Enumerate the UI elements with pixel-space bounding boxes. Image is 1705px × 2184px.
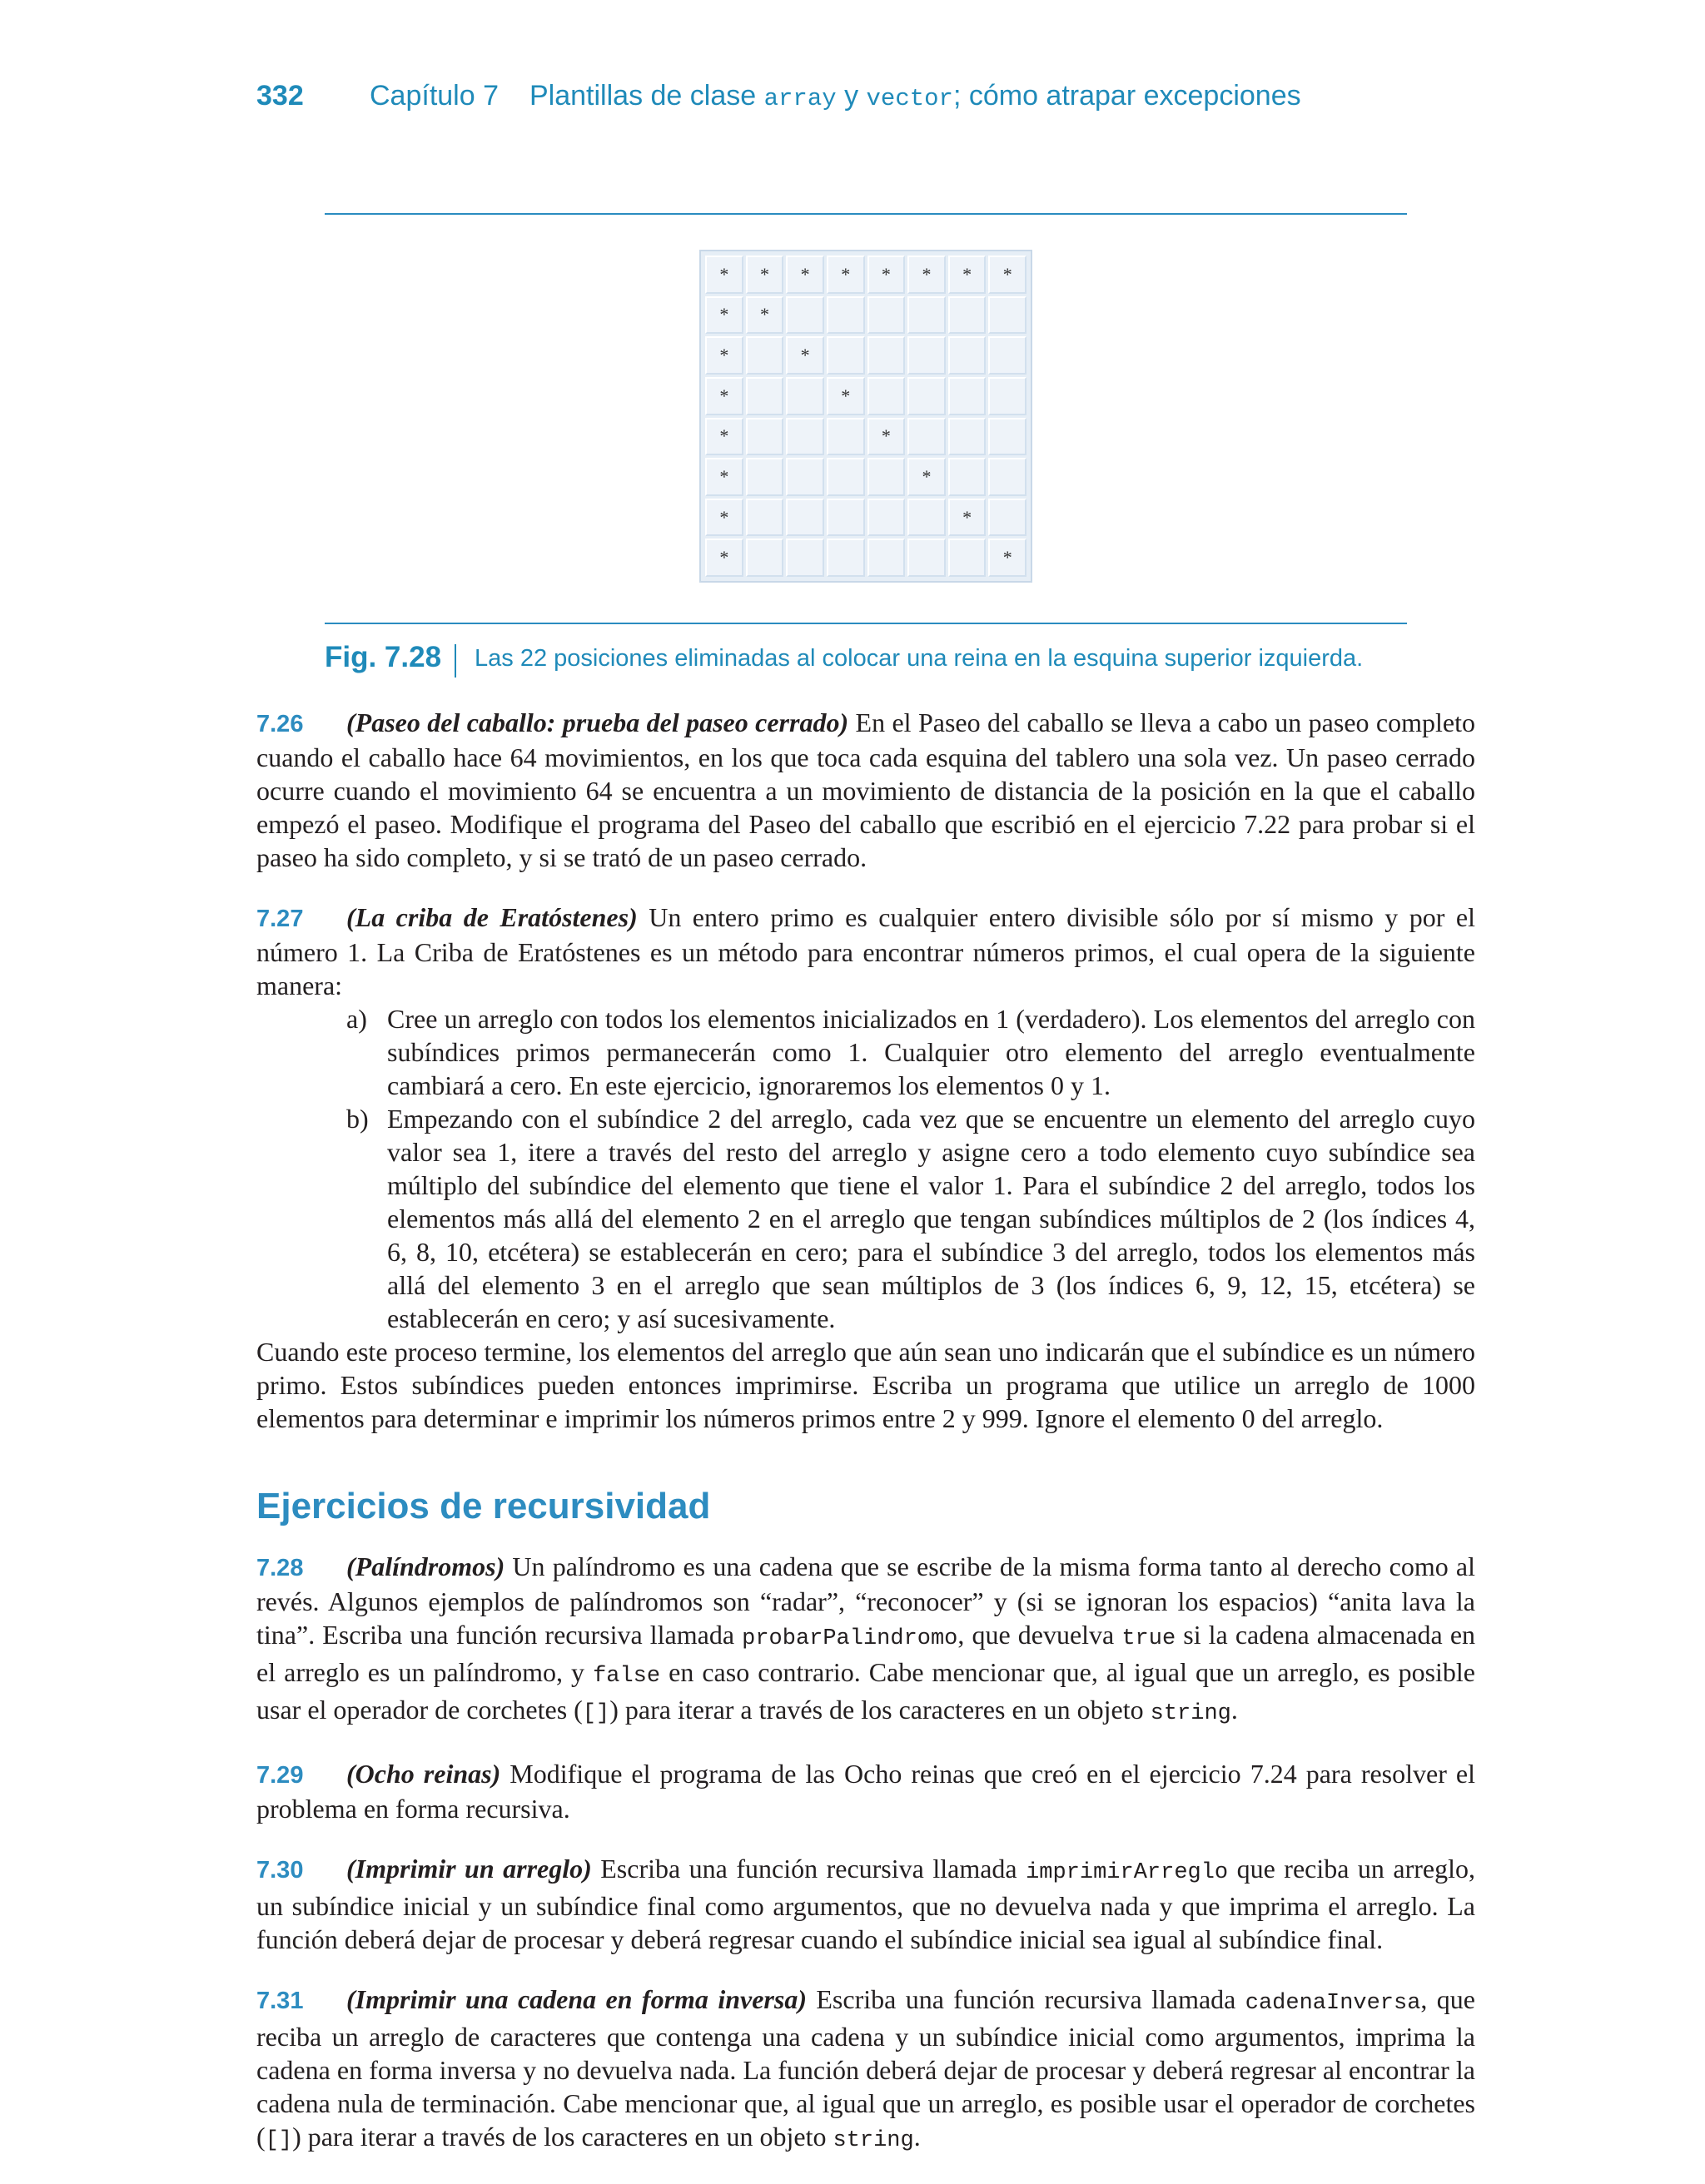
chapter-title: Plantillas de clase array y vector; cómo atrapar excepciones [529, 80, 1301, 112]
exercise-text: ) para iterar a través de los caracteres en un objeto [609, 1695, 1151, 1725]
exercise-text: , que devuelva [957, 1620, 1122, 1650]
board-cell [827, 539, 865, 577]
exercise-number: 7.31 [256, 1988, 304, 2014]
board-cell [746, 377, 784, 415]
board-cell: * [907, 458, 946, 496]
board-cell [827, 296, 865, 335]
board-cell [786, 499, 824, 537]
exercise-text: Un entero primo es cualquier entero divisible sólo por sí mismo y por el número 1. La Criba de Eratóstenes es un método para encontrar números primos, el cual opera de la siguiente manera: [256, 902, 1476, 1000]
figure-caption [325, 641, 1490, 682]
board-cell [948, 539, 987, 577]
exercise-text: Escriba una función recursiva llamada [806, 1984, 1245, 2014]
board-cell [988, 377, 1026, 415]
caption-separator [455, 644, 456, 678]
board-cell [867, 377, 906, 415]
exercise-7-29 [256, 1757, 1475, 1825]
board-cell [746, 499, 784, 537]
board-cell: * [786, 256, 824, 294]
list-item [256, 1102, 1475, 1335]
exercise-number: 7.26 [256, 711, 304, 737]
board-cell: * [746, 296, 784, 335]
board-cell [948, 458, 987, 496]
board-cell [988, 418, 1026, 456]
exercise-text: . [1230, 1695, 1238, 1725]
board-cell: * [867, 418, 906, 456]
code-term: string [1150, 1701, 1231, 1726]
exercise-title: (La criba de Eratóstenes) [346, 902, 638, 932]
exercise-text: Escriba una función recursiva llamada [591, 1854, 1026, 1884]
code-term: false [593, 1664, 661, 1689]
board-cell [907, 336, 946, 375]
board-cell [786, 418, 824, 456]
code-term: probarPalindromo [742, 1626, 958, 1651]
exercise-text: Un palíndromo es una cadena que se escribe de la misma forma tanto al derecho como al revés. Algunos ejemplos de palíndromos son “radar”, “reconocer” y (si se ignoran los espacios) “anita lava la tina”. Escriba una función recursiva llamada [256, 1551, 1475, 1650]
exercise-number: 7.29 [256, 1762, 304, 1789]
exercise-title: (Imprimir un arreglo) [346, 1854, 592, 1884]
board-cell: * [705, 377, 743, 415]
board-cell: * [705, 499, 743, 537]
exercise-7-30 [256, 1852, 1475, 1956]
board-cell: * [827, 377, 865, 415]
board-cell [867, 539, 906, 577]
page-body [256, 706, 1475, 2184]
board-cell [827, 499, 865, 537]
exercise-number: 7.30 [256, 1857, 304, 1884]
exercise-title: (Paseo del caballo: prueba del paseo cerrado) [346, 707, 849, 737]
board-cell [786, 296, 824, 335]
exercise-title: (Palíndromos) [346, 1551, 505, 1581]
board-cell [907, 296, 946, 335]
chapter-label: Capítulo 7 [370, 80, 499, 112]
exercise-text: ) para iterar a través de los caracteres en un objeto [292, 2122, 833, 2152]
figure-caption-text: Las 22 posiciones eliminadas al colocar una reina en la esquina superior izquierda. [475, 645, 1364, 672]
board-cell [988, 296, 1026, 335]
exercise-title: (Imprimir una cadena en forma inversa) [346, 1984, 807, 2014]
section-heading: Ejercicios de recursividad [256, 1486, 711, 1526]
board-cell: * [705, 418, 743, 456]
board-cell: * [948, 256, 987, 294]
board-cell [746, 539, 784, 577]
code-term: true [1121, 1626, 1176, 1651]
board-cell [867, 296, 906, 335]
board-cell [948, 296, 987, 335]
running-header [256, 80, 1472, 122]
board-cell [948, 418, 987, 456]
board-cell: * [705, 458, 743, 496]
figure-top-rule [325, 213, 1407, 215]
exercise-text: En el Paseo del caballo se lleva a cabo un paseo completo cuando el caballo hace 64 movimientos, en los que toca cada esquina del tablero una sola vez. Un paseo cerrado ocurre cuando el movimiento 64 se encuentra a un movimiento de distancia de la posición en la que el caballo empezó el paseo. Modifique el programa del Paseo del caballo que escribió en el ejercicio 7.22 para probar si el paseo ha sido completo, y si se trató de un paseo cerrado. [256, 707, 1476, 872]
list-item-letter: b) [346, 1104, 369, 1134]
board-cell [907, 418, 946, 456]
exercise-text: que reciba un arreglo, un subíndice inicial y un subíndice final como argumentos, que no devuelva nada y que imprima el arreglo. La función deberá dejar de procesar y deberá regresar cuando el subíndice inicial sea igual al subíndice final. [256, 1854, 1476, 1954]
exercise-7-31 [256, 1983, 1475, 2157]
board-cell [786, 458, 824, 496]
page-number: 332 [256, 80, 304, 112]
code-term: string [833, 2128, 914, 2153]
exercise-text: , que reciba un arreglo de caracteres que contenga una cadena y un subíndice inicial como argumentos, imprima la cadena en forma inversa y no devuelva nada. La función deberá dejar de procesar y deberá regresar al encontrar la cadena nula de terminación. Cabe mencionar que, al igual que un arreglo, es posible usar el operador de corchetes ( [256, 1984, 1476, 2152]
board-cell: * [746, 256, 784, 294]
board-cell: * [705, 256, 743, 294]
chessboard-figure [699, 250, 1032, 583]
code-term: imprimirArreglo [1026, 1860, 1229, 1885]
board-cell [786, 539, 824, 577]
exercise-7-26 [256, 706, 1475, 874]
exercise-text: si la cadena almacenada en el arreglo es un palíndromo, y [256, 1620, 1476, 1687]
board-cell [907, 499, 946, 537]
exercise-number: 7.28 [256, 1555, 304, 1581]
list-item-letter: a) [346, 1004, 367, 1034]
board-cell [907, 539, 946, 577]
board-cell: * [827, 256, 865, 294]
list-item-text: Cree un arreglo con todos los elementos inicializados en 1 (verdadero). Los elementos del arreglo con subíndices primos permanecerán como 1. Cualquier otro elemento del arreglo eventualmente cambiará a cero. En este ejercicio, ignoraremos los elementos 0 y 1. [387, 1004, 1475, 1100]
figure-label: Fig. 7.28 [325, 641, 442, 673]
board-cell [988, 336, 1026, 375]
board-cell: * [988, 256, 1026, 294]
board-cell [827, 336, 865, 375]
exercise-text: . [913, 2122, 921, 2152]
board-cell [867, 458, 906, 496]
board-cell: * [705, 296, 743, 335]
board-cell: * [948, 499, 987, 537]
board-cell [746, 458, 784, 496]
exercise-title: (Ocho reinas) [346, 1759, 501, 1789]
exercise-7-27-closing: Cuando este proceso termine, los elementos del arreglo que aún sean uno indicarán que el subíndice es un número primo. Estos subíndices pueden entonces imprimirse. Escriba un programa que utilice un arreglo de 1000 elementos para determinar e imprimir los números primos entre 2 y 999. Ignore el elemento 0 del arreglo. [256, 1337, 1475, 1433]
board-cell [867, 336, 906, 375]
board-cell: * [988, 539, 1026, 577]
board-cell [907, 377, 946, 415]
board-cell: * [907, 256, 946, 294]
board-cell [988, 458, 1026, 496]
exercise-7-28 [256, 1550, 1475, 1730]
board-cell [867, 499, 906, 537]
list-item [256, 1002, 1475, 1102]
board-cell: * [705, 539, 743, 577]
code-term: [] [265, 2128, 293, 2153]
figure-bottom-rule [325, 623, 1407, 624]
board-cell [948, 336, 987, 375]
board-cell [988, 499, 1026, 537]
board-cell: * [705, 336, 743, 375]
list-item-text: Empezando con el subíndice 2 del arreglo, cada vez que se encuentre un elemento del arreglo cuyo valor sea 1, itere a través del resto del arreglo y asigne cero a todo elemento cuyo subíndice sea múltiplo del subíndice del elemento que tiene el valor 1. Para el subíndice 2 del arreglo, todos los elementos más allá del elemento 2 en el arreglo que tengan subíndices múltiplos de 2 (los índices 4, 6, 8, 10, etcétera) se establecerán en cero; para el subíndice 3 del arreglo, todos los elementos más allá del elemento 3 en el arreglo que sean múltiplos de 3 (los índices 6, 9, 12, 15, etcétera) se establecerán en cero; y así sucesivamente. [387, 1104, 1475, 1333]
board-cell: * [786, 336, 824, 375]
board-cell [786, 377, 824, 415]
exercise-number: 7.27 [256, 906, 304, 932]
exercise-text: en caso contrario. Cabe mencionar que, al igual que un arreglo, es posible usar el operador de corchetes ( [256, 1657, 1476, 1725]
board-cell [746, 336, 784, 375]
code-term: cadenaInversa [1245, 1991, 1421, 2016]
board-cell [827, 458, 865, 496]
board-cell [827, 418, 865, 456]
exercise-text: Modifique el programa de las Ocho reinas que creó en el ejercicio 7.24 para resolver el problema en forma recursiva. [256, 1759, 1476, 1824]
board-cell: * [867, 256, 906, 294]
code-term: [] [582, 1701, 610, 1726]
exercise-7-27 [256, 901, 1475, 1002]
board-cell [746, 418, 784, 456]
board-cell [948, 377, 987, 415]
sieve-steps-list [256, 1002, 1475, 1335]
